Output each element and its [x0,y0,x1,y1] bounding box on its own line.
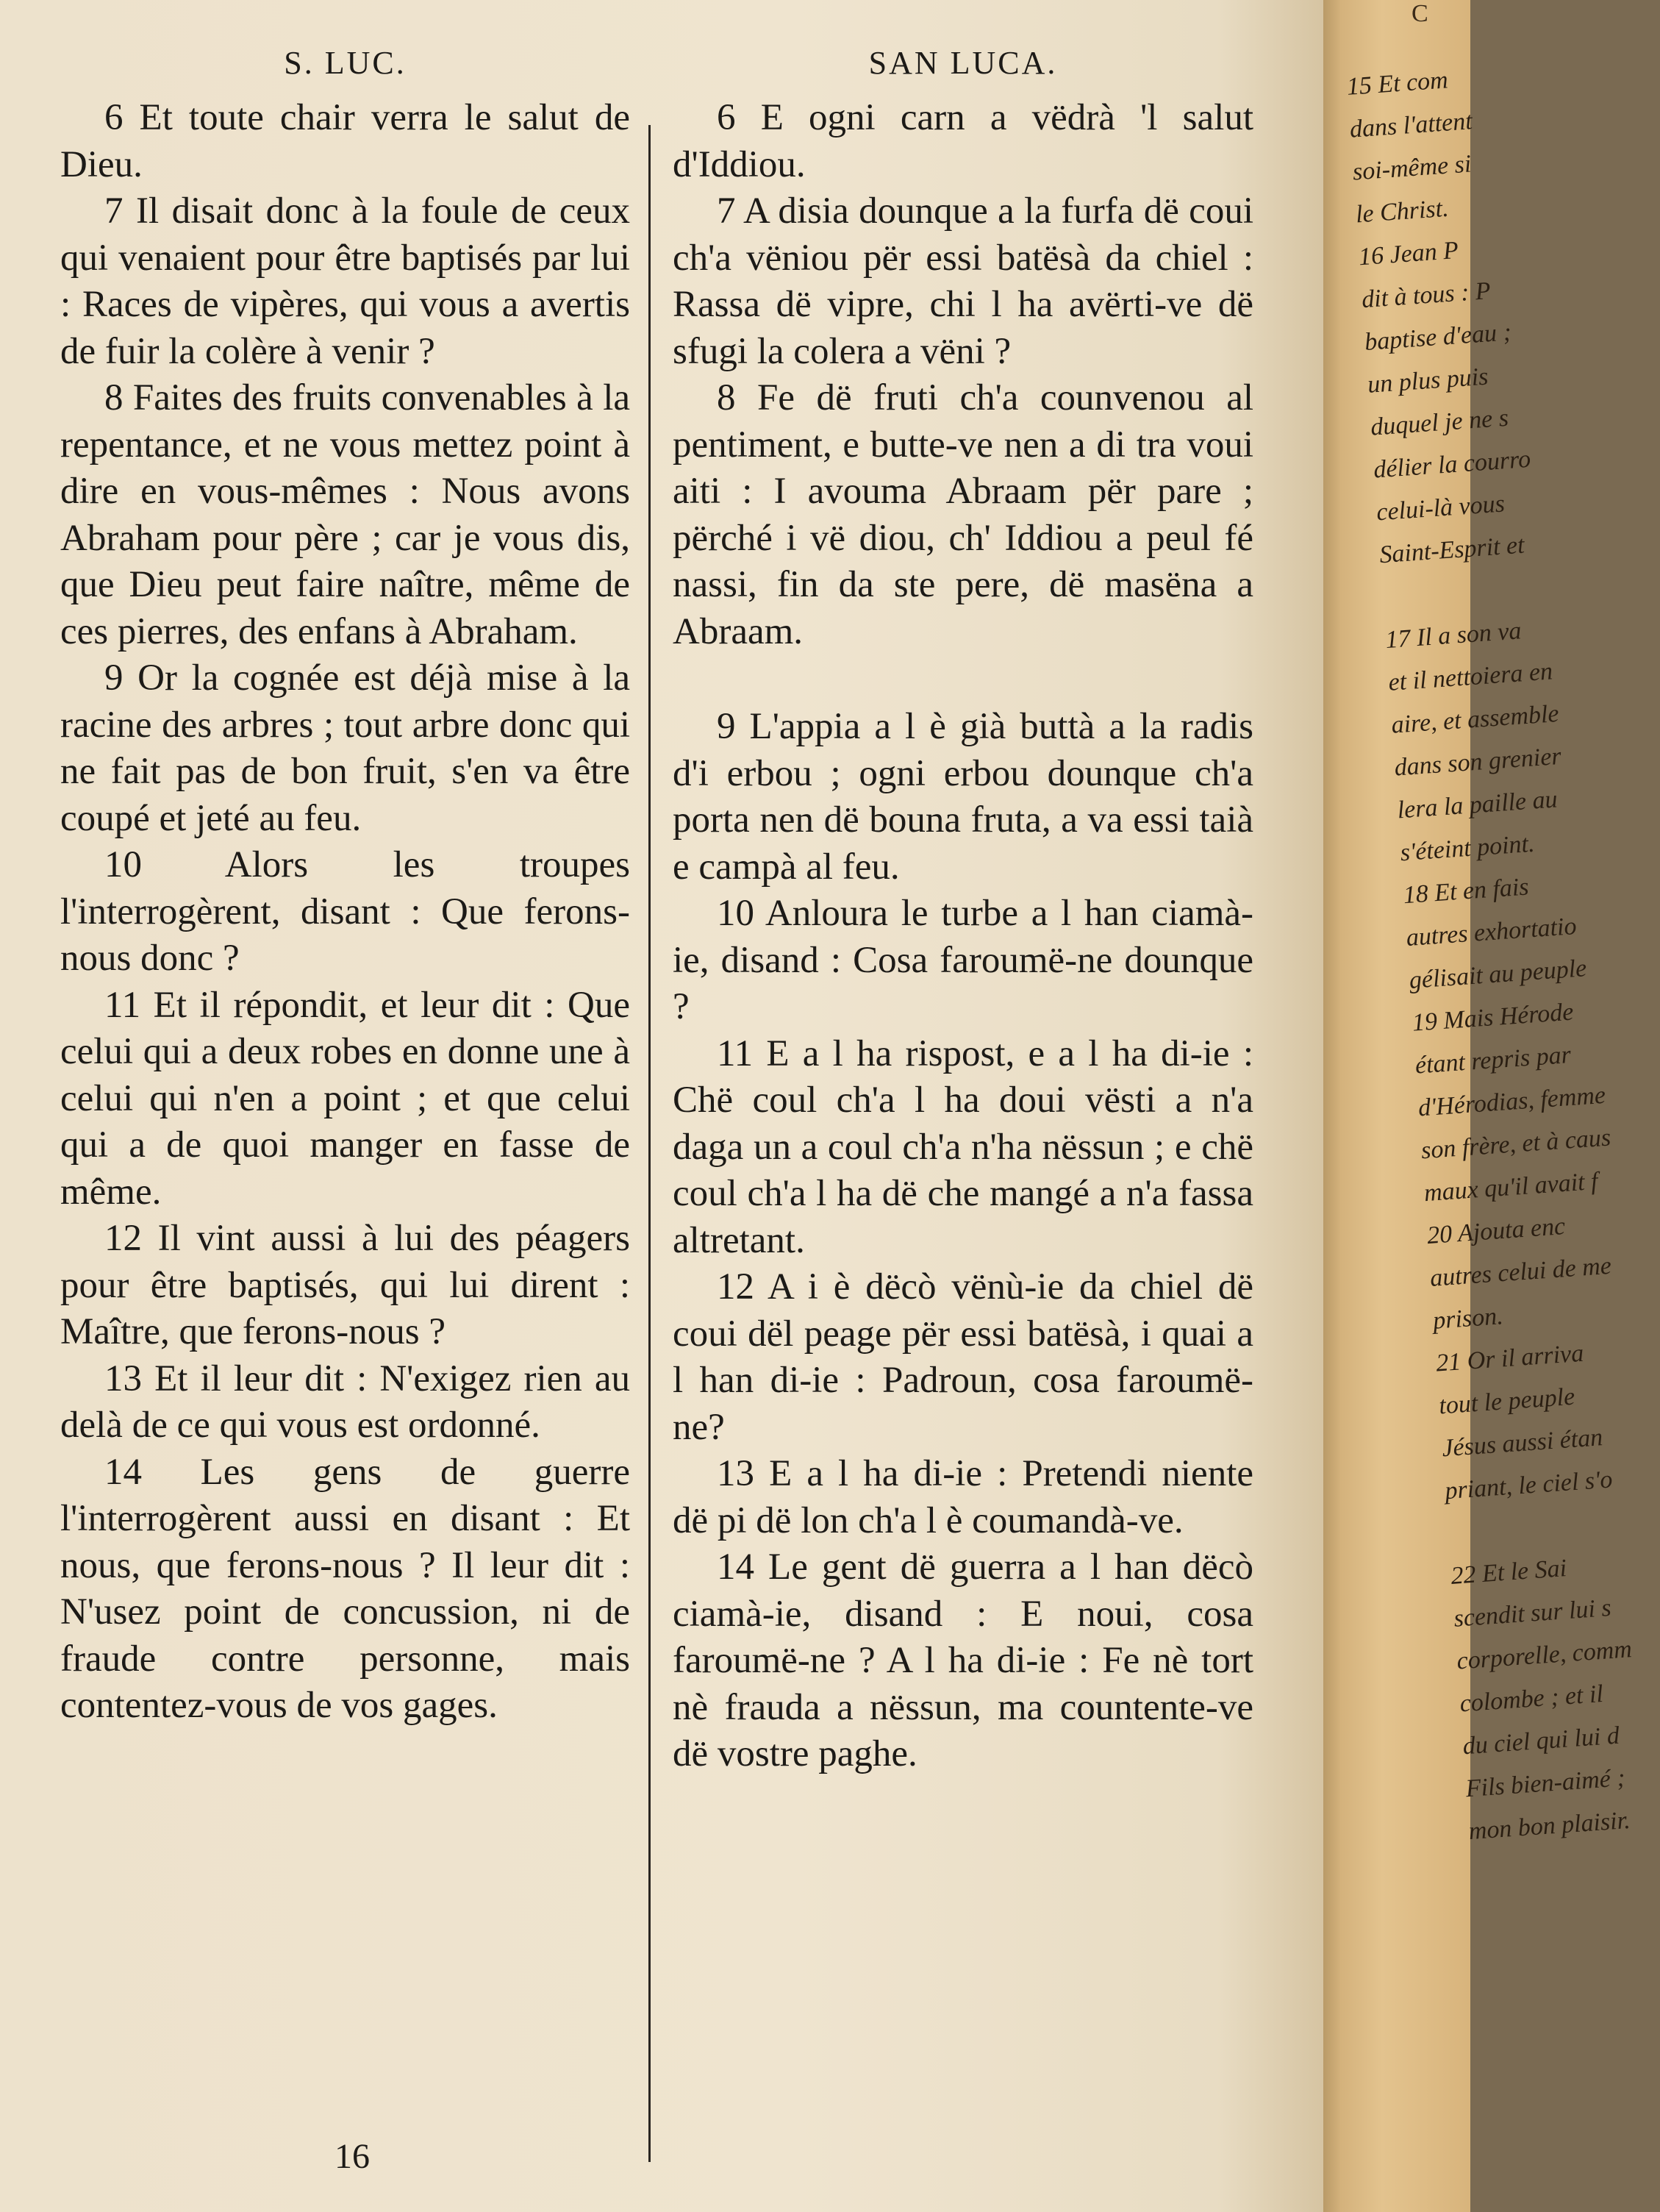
facing-page-line: 20 Ajouta enc [1425,1213,1567,1250]
facing-page-line: délier la courro [1373,445,1532,484]
facing-page-line: Saint-Esprit et [1378,531,1525,569]
facing-page-line: mon bon plaisir. [1467,1806,1631,1846]
verse-paragraph: 10 Alors les troupes l'interrogèrent, disant : Que ferons-nous donc ? [60,844,630,979]
facing-page-line: s'éteint point. [1399,830,1536,867]
facing-page-line: le Christ. [1354,194,1450,229]
verse-paragraph: 8 Fe dë fruti ch'a counvenou al pentiment, e butte-ve nen a di tra voui aiti : I avouma Abraam për pare ; përché i vë diou, ch' Iddiou a peul fé nassi, fin da ste pere, dë masëna a Abraam. [673,377,1253,652]
right-verses-a [673,95,1253,655]
facing-page-line: dans son grenier [1393,742,1562,782]
facing-page-line: autres celui de me [1428,1252,1613,1292]
facing-page-line: prison. [1432,1302,1504,1335]
facing-page-line: 18 Et en fais [1402,873,1530,910]
verse-paragraph: 9 L'appia a l è già buttà a la radis d'i erbou ; ogni erbou dounque ch'a porta nen dë bouna fruta, a va essi taià e campà al feu. [673,706,1253,888]
verse-paragraph: 7 Il disait donc à la foule de ceux qui venaient pour être baptisés par lui : Races de vipères, qui vous a avertis de fuir la colère à venir ? [60,190,630,372]
facing-page-line: gélisait au peuple [1408,955,1588,994]
verse-paragraph: 12 A i è dëcò vënù-ie da chiel dë coui dël peage për essi batësà, i quai a l han di-ie : Padroun, cosa faroumë-ne? [673,1266,1253,1448]
left-verses [60,95,630,1730]
right-column-piedmontese [673,44,1253,1778]
verse-paragraph: 13 Et il leur dit : N'exigez rien au delà de ce qui vous est ordonné. [60,1357,630,1446]
facing-page-line: priant, le ciel s'o [1444,1466,1614,1505]
facing-page-line: du ciel qui lui d [1462,1722,1620,1760]
facing-page-line: duquel je ne s [1370,404,1510,441]
facing-page-line: 22 Et le Sai [1450,1555,1568,1590]
verse-paragraph: 7 A disia dounque a la furfa dë coui ch'a vëniou për essi batësà da chiel : Rassa dë vipre, chi l ha avërti-ve dë sfugi la colera a vëni ? [673,190,1253,372]
facing-page-line: 15 Et com [1345,66,1449,101]
verse-paragraph: 6 E ogni carn a vëdrà 'l salut d'Iddiou. [673,97,1253,185]
left-column-french [60,44,630,1730]
verse-paragraph: 6 Et toute chair verra le salut de Dieu. [60,97,630,185]
facing-page-line: 17 Il a son va [1384,617,1523,654]
facing-page-text [1345,57,1633,1853]
facing-page-line: 16 Jean P [1357,236,1460,271]
facing-page-header: C [1412,0,1428,27]
verse-paragraph: 13 E a l ha di-ie : Pretendi niente dë pi dë lon ch'a l è coumandà-ve. [673,1453,1253,1541]
left-column-header: S. LUC. [284,45,407,81]
facing-page-line: maux qu'il avait f [1423,1167,1599,1207]
right-column-header: SAN LUCA. [868,45,1058,81]
verse-gap [673,655,1253,704]
facing-page-line: et il nettoiera en [1387,657,1554,696]
facing-page-line: Jésus aussi étan [1441,1424,1604,1463]
facing-page-line: tout le peuple [1438,1382,1576,1420]
facing-page-strip [1323,0,1633,2212]
facing-page-line: d'Hérodias, femme [1417,1081,1607,1122]
facing-page-line: 19 Mais Hérode [1411,998,1575,1037]
facing-page-line: scendit sur lui s [1453,1594,1612,1633]
verse-paragraph: 14 Les gens de guerre l'interrogèrent aussi en disant : Et nous, que ferons-nous ? Il leur dit : N'usez point de concussion, ni de fraude contre personne, mais contentez-vous de vos gages. [60,1451,630,1726]
facing-page-line: son frère, et à caus [1420,1124,1612,1165]
facing-page-line: lera la paille au [1396,785,1559,824]
facing-page-line: soi-même si [1351,150,1473,186]
facing-page-line: Fils bien-aimé ; [1464,1764,1626,1803]
verse-paragraph: 14 Le gent dë guerra a l han dëcò ciamà-ie, disand : E noui, cosa faroumë-ne ? A l ha di-ie : Fe nè tort nè frauda a nëssun, ma countente-ve dë vostre paghe. [673,1546,1253,1774]
verse-paragraph: 9 Or la cognée est déjà mise à la racine des arbres ; tout arbre donc qui ne fait pas de bon fruit, s'en va être coupé et jeté au feu. [60,657,630,839]
facing-page-line: aire, et assemble [1390,699,1560,739]
verse-paragraph: 8 Faites des fruits convenables à la repentance, et ne vous mettez point à dire en vous-mêmes : Nous avons Abraham pour père ; car je vous dis, que Dieu peut faire naître, même de ces pierres, des enfans à Abraham. [60,377,630,652]
facing-page-line: 21 Or il arriva [1435,1339,1585,1377]
facing-page-line: autres exhortatio [1405,912,1578,952]
facing-page-line: corporelle, comm [1456,1635,1633,1675]
verse-paragraph: 12 Il vint aussi à lui des péagers pour être baptisés, qui lui dirent : Maître, que ferons-nous ? [60,1218,630,1352]
facing-page-line: baptise d'eau ; [1363,318,1512,357]
facing-page-line: colombe ; et il [1459,1680,1604,1718]
facing-page-line: un plus puis [1367,363,1489,399]
facing-page-line: celui-là vous [1375,490,1506,527]
facing-page-line: dans l'attent [1348,107,1473,143]
verse-paragraph: 10 Anloura le turbe a l han ciamà-ie, disand : Cosa faroumë-ne dounque ? [673,893,1253,1027]
right-verses-b [673,704,1253,1778]
verse-paragraph: 11 E a l ha rispost, e a l ha di-ie : Chë coul ch'a l ha doui vësti a n'a daga un a coul ch'a n'ha nëssun ; e chë coul ch'a l ha dë che mangé a n'a fassa altretant. [673,1032,1253,1261]
facing-page-line: étant repris par [1414,1041,1573,1080]
column-divider [648,125,651,2162]
verse-paragraph: 11 Et il répondit, et leur dit : Que celui qui a deux robes en donne une à celui qui n'en a point ; et que celui qui a de quoi manger en fasse de même. [60,984,630,1213]
page-number: 16 [334,2137,370,2176]
facing-page-line: dit à tous : P [1360,277,1492,314]
